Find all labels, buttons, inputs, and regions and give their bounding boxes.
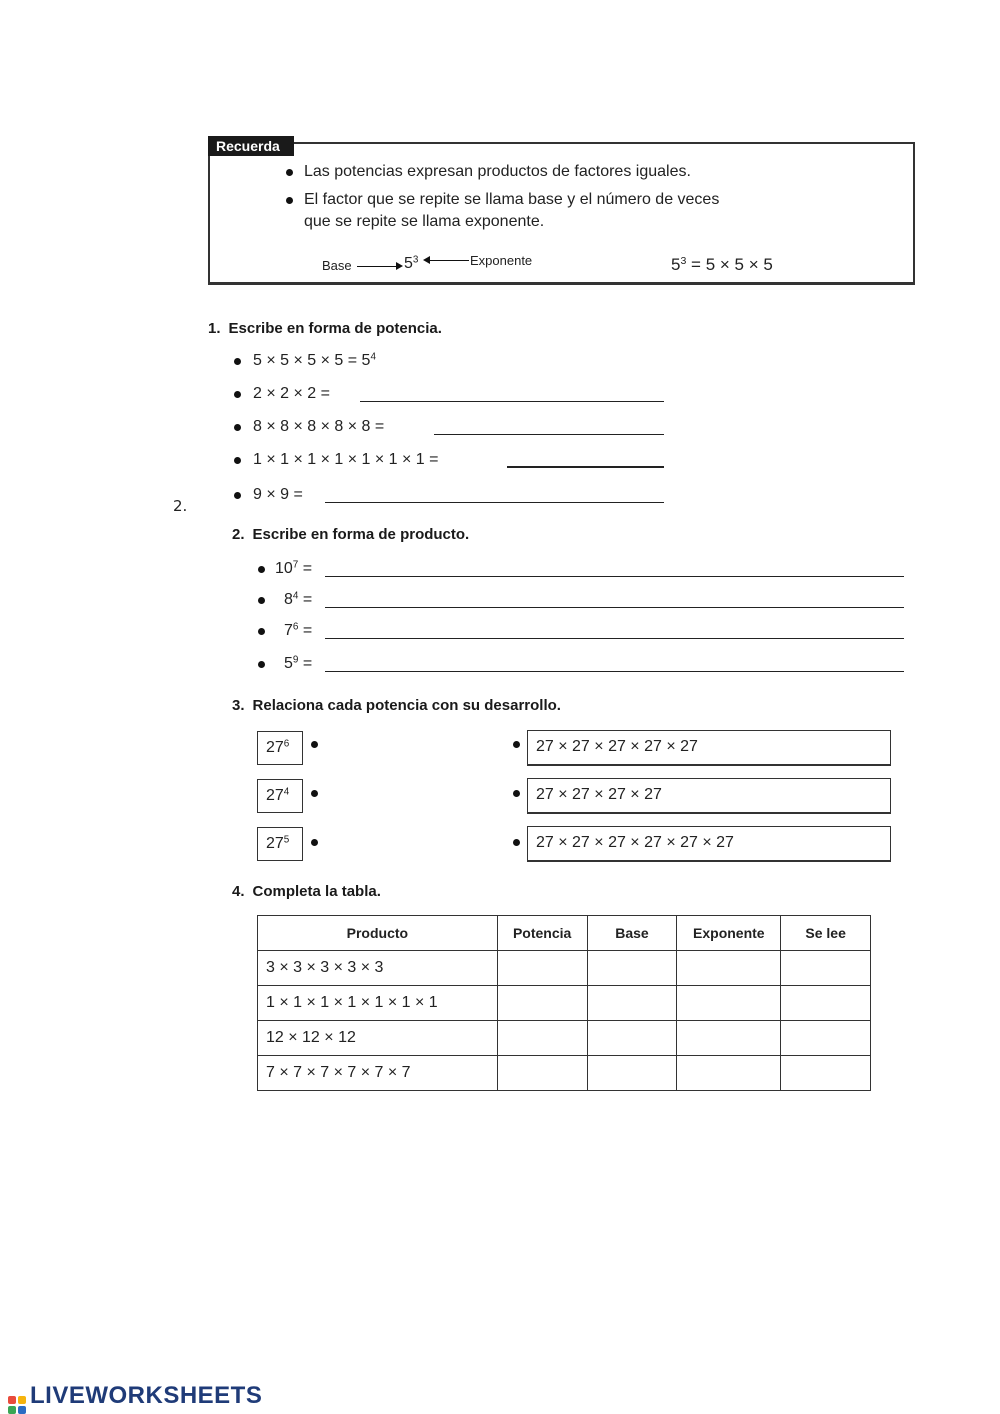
answer-line [360, 401, 664, 402]
potencia-cell[interactable] [497, 986, 587, 1021]
se-lee-cell[interactable] [781, 1021, 871, 1056]
bullet-icon [258, 628, 265, 635]
potencia-cell[interactable] [497, 1021, 587, 1056]
ex1-item-3: 8 × 8 × 8 × 8 × 8 = [253, 418, 385, 435]
table-row [258, 986, 871, 1021]
table-row [258, 951, 871, 986]
example-equation: $5^3 = 5 \times 5 \times 5$ [671, 255, 773, 274]
bullet-icon [286, 197, 293, 204]
exponente-cell[interactable] [677, 986, 781, 1021]
exponente-cell[interactable] [677, 951, 781, 986]
recuerda-tag: Recuerda [208, 136, 294, 156]
base-label: Base [322, 258, 352, 273]
se-lee-cell[interactable] [781, 1056, 871, 1091]
exercise-1-heading: 1. Escribe en forma de potencia. [208, 320, 442, 337]
bullet-icon [234, 391, 241, 398]
answer-line [325, 638, 904, 639]
answer-line [325, 576, 904, 577]
producto-cell: 7 × 7 × 7 × 7 × 7 × 7 [258, 1056, 498, 1091]
answer-line [325, 671, 904, 672]
development-box: 27 × 27 × 27 × 27 × 27 [527, 730, 891, 766]
table-row [258, 1056, 871, 1091]
ex1-item-5: 9 × 9 = [253, 486, 303, 503]
answer-line [434, 434, 664, 435]
bullet-icon [234, 358, 241, 365]
base-cell[interactable] [587, 1056, 677, 1091]
arrow-left-icon [429, 260, 469, 261]
producto-cell: 1 × 1 × 1 × 1 × 1 × 1 × 1 [258, 986, 498, 1021]
se-lee-cell[interactable] [781, 951, 871, 986]
ex2-item-4: $5^9$ = [284, 654, 313, 672]
power-box: $27^5$ [257, 827, 303, 861]
example-power: $5^3$ [404, 254, 419, 272]
exercise-4-table [257, 915, 871, 1091]
liveworksheets-logo[interactable] [8, 1382, 262, 1414]
producto-cell: 12 × 12 × 12 [258, 1021, 498, 1056]
exercise-3-heading: 3. Relaciona cada potencia con su desarrollo. [232, 697, 561, 714]
header-potencia: Potencia [497, 916, 587, 951]
bullet-icon [234, 457, 241, 464]
side-number: 2. [173, 497, 188, 515]
recuerda-bullet-2-line-2: que se repite se llama exponente. [304, 213, 545, 230]
exponente-cell[interactable] [677, 1021, 781, 1056]
ex1-item-1: $5 \times 5 \times 5 \times 5 = 5^4$ [253, 351, 376, 369]
ex2-item-1: $10^7$ = [275, 559, 313, 577]
exponente-cell[interactable] [677, 1056, 781, 1091]
logo-square [18, 1396, 26, 1404]
match-dot-left[interactable] [311, 839, 318, 846]
match-dot-right[interactable] [513, 741, 520, 748]
match-dot-right[interactable] [513, 790, 520, 797]
power-box: $27^6$ [257, 731, 303, 765]
power-box: $27^4$ [257, 779, 303, 813]
producto-cell: 3 × 3 × 3 × 3 × 3 [258, 951, 498, 986]
logo-text: LIVEWORKSHEETS [30, 1382, 263, 1409]
potencia-cell[interactable] [497, 1056, 587, 1091]
table-row [258, 1021, 871, 1056]
exponent-label: Exponente [470, 253, 533, 268]
exercise-4-heading: 4. Completa la tabla. [232, 883, 381, 900]
header-producto: Producto [258, 916, 498, 951]
base-cell[interactable] [587, 986, 677, 1021]
base-cell[interactable] [587, 1021, 677, 1056]
answer-line [325, 607, 904, 608]
header-exponente: Exponente [677, 916, 781, 951]
se-lee-cell[interactable] [781, 986, 871, 1021]
recuerda-bullet-2-line-1: El factor que se repite se llama base y el número de veces [304, 191, 720, 208]
bullet-icon [258, 661, 265, 668]
bullet-icon [258, 566, 265, 573]
match-dot-right[interactable] [513, 839, 520, 846]
bullet-icon [286, 169, 293, 176]
development-box: 27 × 27 × 27 × 27 [527, 778, 891, 814]
arrow-head-right-icon [396, 262, 403, 270]
table-header-row [258, 916, 871, 951]
ex1-item-2: 2 × 2 × 2 = [253, 385, 330, 402]
bullet-icon [234, 424, 241, 431]
logo-grid-icon [8, 1396, 26, 1414]
arrow-right-icon [357, 266, 397, 267]
development-box: 27 × 27 × 27 × 27 × 27 × 27 [527, 826, 891, 862]
bullet-icon [234, 492, 241, 499]
bullet-icon [258, 597, 265, 604]
answer-line [507, 466, 664, 468]
potencia-cell[interactable] [497, 951, 587, 986]
ex1-item-4: 1 × 1 × 1 × 1 × 1 × 1 × 1 = [253, 451, 439, 468]
exercise-2-heading: 2. Escribe en forma de producto. [232, 526, 470, 543]
ex2-item-2: $8^4$ = [284, 590, 313, 608]
answer-line [325, 502, 664, 503]
header-base: Base [587, 916, 677, 951]
logo-square [8, 1396, 16, 1404]
ex2-item-3: $7^6$ = [284, 621, 313, 639]
base-cell[interactable] [587, 951, 677, 986]
recuerda-bullet-1: Las potencias expresan productos de factores iguales. [304, 163, 691, 180]
match-dot-left[interactable] [311, 741, 318, 748]
header-se-lee: Se lee [781, 916, 871, 951]
match-dot-left[interactable] [311, 790, 318, 797]
